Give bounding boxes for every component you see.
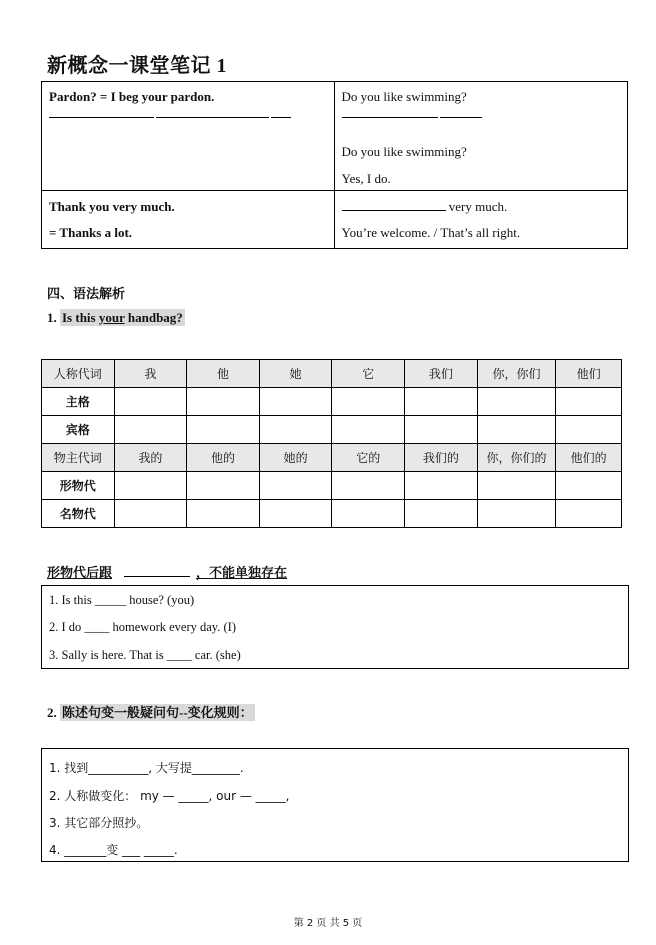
page-title: 新概念一课堂笔记 1: [47, 55, 227, 77]
thanks-a-lot-text: = Thanks a lot.: [49, 225, 133, 240]
page-footer: 第 2 页 共 5 页: [293, 918, 363, 929]
thank-you-text: Thank you very much.: [49, 199, 175, 214]
row-label: 形物代: [42, 472, 115, 500]
q1-highlight: [60, 309, 185, 326]
blank-cell: [259, 416, 332, 444]
blank-cell: [405, 388, 478, 416]
possessive-header-row: [42, 444, 622, 472]
row-label: 名物代: [42, 500, 115, 528]
blank-cell: [556, 500, 622, 528]
blank-cell: [114, 416, 187, 444]
header-cell: 你，你们的: [477, 444, 556, 472]
exercise-item: 2. I do ____ homework every day. (I): [49, 620, 236, 634]
blank-cell: [556, 388, 622, 416]
q2-number: 2.: [47, 705, 57, 720]
header-cell: 我: [114, 360, 187, 388]
blank-cell: [477, 388, 556, 416]
blank-cell: [187, 472, 260, 500]
question-2-heading: [47, 702, 255, 721]
cell-swimming: [334, 82, 628, 191]
header-cell: 她: [259, 360, 332, 388]
blank-cell: [114, 500, 187, 528]
very-much-text: very much.: [445, 199, 508, 214]
header-cell: 你，你们: [477, 360, 556, 388]
blank-cell: [332, 472, 405, 500]
welcome-text: You’re welcome. / That’s all right.: [341, 225, 521, 240]
dialogue-table: [41, 81, 628, 249]
note-pre: 形物代后跟: [47, 565, 113, 580]
rule-item: 1. 找到__________, 大写提________.: [49, 761, 244, 775]
cell-welcome: [334, 191, 628, 249]
row-object: [42, 416, 622, 444]
rules-box: [41, 748, 629, 862]
exercise-item: 1. Is this _____ house? (you): [49, 593, 195, 607]
header-cell: 它的: [332, 444, 405, 472]
note-blank: [124, 575, 190, 577]
swimming-question-1: Do you like swimming?: [341, 89, 467, 104]
question-1-heading: [47, 310, 185, 326]
blank-cell: [332, 388, 405, 416]
q1-number: 1.: [47, 310, 57, 325]
header-cell: 我们的: [405, 444, 478, 472]
row-subject: [42, 388, 622, 416]
blank-cell: [332, 500, 405, 528]
q1-pre: Is this: [62, 310, 99, 325]
header-cell: 她的: [259, 444, 332, 472]
blank-cell: [556, 416, 622, 444]
swimming-question-2: Do you like swimming?: [341, 144, 467, 159]
blank-cell: [405, 472, 478, 500]
header-cell: 他的: [187, 444, 260, 472]
header-cell: 他: [187, 360, 260, 388]
possessive-note: [47, 562, 287, 581]
row-adjective-possessive: [42, 472, 622, 500]
blank-cell: [187, 388, 260, 416]
blank-line: [342, 106, 482, 122]
q1-post: handbag?: [124, 310, 183, 325]
blank-cell: [259, 472, 332, 500]
blank-cell: [477, 500, 556, 528]
q1-underlined: your: [98, 310, 125, 325]
blank-cell: [187, 500, 260, 528]
rule-item: 3. 其它部分照抄。: [49, 816, 149, 830]
blank-cell: [477, 416, 556, 444]
exercise-item: 3. Sally is here. That is ____ car. (she): [49, 648, 241, 662]
swimming-answer: Yes, I do.: [341, 171, 391, 186]
cell-thank-you: [42, 191, 335, 249]
cell-pardon: [42, 82, 335, 191]
blank-cell: [332, 416, 405, 444]
header-cell: 它: [332, 360, 405, 388]
pardon-text: Pardon? = I beg your pardon.: [49, 89, 215, 104]
pronoun-header-row: [42, 360, 622, 388]
q2-text: 陈述句变一般疑问句--变化规则：: [62, 705, 253, 720]
row-noun-possessive: [42, 500, 622, 528]
blank-cell: [259, 388, 332, 416]
row-label: 宾格: [42, 416, 115, 444]
rule-item: 4. _______变 ___ _____.: [49, 843, 178, 857]
blank-cell: [114, 472, 187, 500]
header-cell: 人称代词: [42, 360, 115, 388]
very-much-line: [342, 199, 508, 215]
header-cell: 物主代词: [42, 444, 115, 472]
header-cell: 他们: [556, 360, 622, 388]
blank-cell: [405, 416, 478, 444]
header-cell: 我们: [405, 360, 478, 388]
rule-item: 2. 人称做变化： my — _____, our — _____,: [49, 789, 290, 803]
exercise-box: [41, 585, 629, 669]
blank-cell: [477, 472, 556, 500]
row-label: 主格: [42, 388, 115, 416]
section-heading: 四、语法解析: [47, 286, 126, 301]
header-cell: 他们的: [556, 444, 622, 472]
blank-line: [49, 106, 291, 122]
blank-cell: [405, 500, 478, 528]
pronoun-table: [41, 359, 622, 528]
blank-cell: [114, 388, 187, 416]
note-post: ，不能单独存在: [196, 565, 288, 580]
blank-cell: [187, 416, 260, 444]
blank-cell: [259, 500, 332, 528]
blank-cell: [556, 472, 622, 500]
header-cell: 我的: [114, 444, 187, 472]
